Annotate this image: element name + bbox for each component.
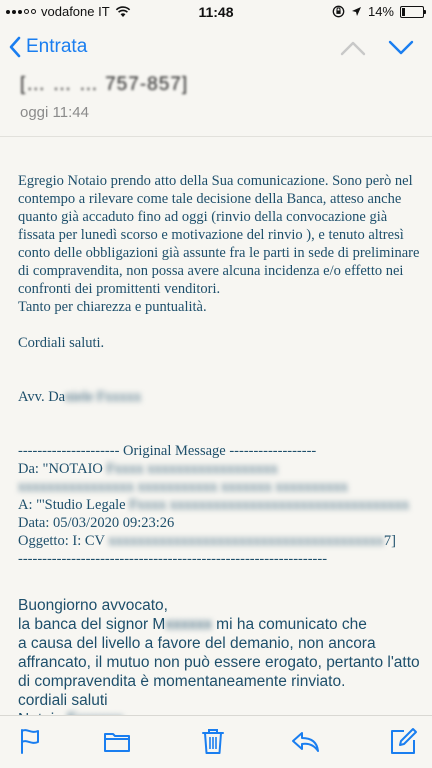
reply-button[interactable] [290,726,320,756]
quoted-saluti: cordiali saluti [18,692,108,709]
quoted-text: mi ha comunicato che [216,616,367,633]
previous-message-icon[interactable] [340,40,366,56]
compose-button[interactable] [388,726,418,756]
move-folder-button[interactable] [102,726,132,756]
location-icon [351,6,362,17]
quoted-greeting: Buongiorno avvocato, [18,597,168,614]
body-closing: Cordiali saluti. [18,335,105,351]
original-message-header: --------------------- Original Message ------------------ [18,443,317,459]
quoted-message [18,596,420,729]
bottom-toolbar [0,715,432,768]
date-line: Data: 05/03/2020 09:23:26 [18,515,175,531]
status-bar [0,0,432,24]
redacted-text: niele Fxxxxx [65,389,142,405]
quoted-text: la banca del signor M [18,616,166,633]
nav-bar [0,28,432,68]
signature-text: Avv. Da [18,389,66,405]
body-paragraph: Egregio Notaio prendo atto della Sua comunicazione. Sono però nel contempo a rilevare come tale decisione della Banca, atteso anche quanto già accaduto fino ad oggi (rinvio della convocazione già fissata per lunedì scorso e motivazione del rinvio ), e tenuto altresì conto delle obbligazioni già assunte fra le parti in sede di preliminare di compravendita, non possa avere alcuna incidenza e/o effetto nei confronti dei promittenti venditori. [18,173,420,297]
clock: 11:48 [198,4,234,20]
subject-line [18,532,420,550]
redacted-text: Fxxxx xxxxxxxxxxxxxxxxxx [102,461,278,477]
to-label: A: "'Studio Legale [18,497,126,513]
flag-icon [16,726,46,756]
quoted-line [18,615,420,634]
to-line [18,496,420,514]
subject-end: 7] [383,533,396,549]
header-divider [0,136,432,137]
from-line [18,460,420,478]
message-divider: ---------------------------------------------------------------- [18,551,328,567]
carrier-label: vodafone IT [41,4,110,19]
message-date: oggi 11:44 [20,104,89,121]
signature [18,388,420,406]
redacted-line: xxxxxxxxxxxxxxxx xxxxxxxxxxx xxxxxxx xxxxxxxxxx [18,479,348,495]
message-body [18,172,420,568]
back-label: Entrata [26,36,88,57]
message-subject: [… … … 757-857] [20,74,189,95]
status-right [332,4,424,19]
back-button[interactable] [8,36,87,58]
redacted-text: xxxxxxxxxxxxxxxxxxxxxxxxxxxxxxxxxxxxxx [104,533,384,549]
body-line: Tanto per chiarezza e puntualità. [18,299,207,315]
redacted-text: Fxxxx xxxxxxxxxxxxxxxxxxxxxxxxxxxxxxxxx [125,497,410,513]
battery-icon [400,6,424,18]
compose-icon [388,726,418,756]
battery-percent: 14% [367,4,394,19]
trash-icon [198,726,228,756]
redacted-text: xxxxxx [165,616,217,633]
reply-icon [290,726,320,756]
chevron-left-icon [8,36,22,58]
rotation-lock-icon [332,5,345,18]
flag-button[interactable] [16,726,46,756]
quoted-paragraph: a causa del livello a favore del demanio, non ancora affrancato, il mutuo non può essere erogato, pertanto l'atto di compravendita è momentaneamente rinviato. [18,635,420,690]
folder-icon [102,726,132,756]
from-label: Da: "NOTAIO [18,461,103,477]
next-message-icon[interactable] [388,40,414,56]
delete-button[interactable] [198,726,228,756]
subject-label: Oggetto: I: CV [18,533,105,549]
